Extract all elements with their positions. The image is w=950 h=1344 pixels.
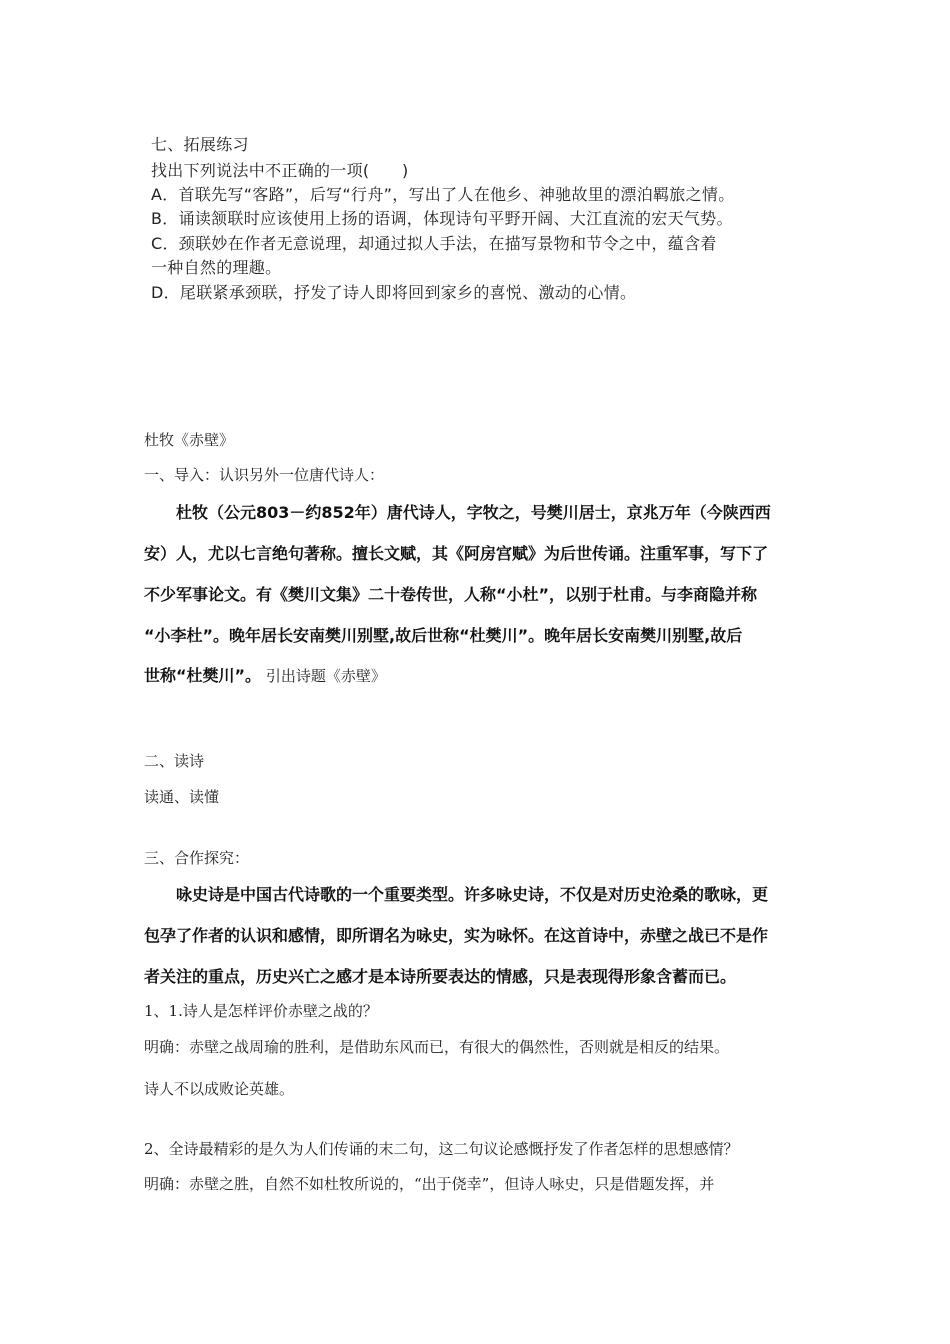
exercise-option-d: D．尾联紧承颈联，抒发了诗人即将回到家乡的喜悦、激动的心情。 bbox=[151, 283, 637, 302]
answer-1-line-1: 明确：赤壁之战周瑜的胜利，是借助东风而已，有很大的偶然性，否则就是相反的结果。 bbox=[144, 1038, 730, 1056]
intro-line-1: 杜牧（公元803－约852年）唐代诗人，字牧之，号樊川居士，京兆万年（今陕西西 bbox=[176, 503, 771, 522]
exercise-question: 找出下列说法中不正确的一项( ) bbox=[151, 161, 409, 180]
exercise-option-c-cont: 一种自然的理趣。 bbox=[151, 258, 282, 277]
question-2: 2、全诗最精彩的是久为人们传诵的末二句，这二句议论感慨抒发了作者怎样的思想感情？ bbox=[144, 1140, 739, 1158]
answer-2-line-1: 明确：赤壁之胜，自然不如杜牧所说的，“出于侥幸”，但诗人咏史，只是借题发挥，并 bbox=[144, 1175, 715, 1193]
explore-line-2: 包孕了作者的认识和感情，即所谓名为咏史，实为咏怀。在这首诗中，赤壁之战已不是作 bbox=[144, 926, 769, 945]
exercise-option-c: C．颈联妙在作者无意说理，却通过拟人手法，在描写景物和节令之中，蕴含着 bbox=[151, 234, 717, 253]
intro-last-normal: 引出诗题《赤壁》 bbox=[261, 667, 386, 685]
explore-line-1: 咏史诗是中国古代诗歌的一个重要类型。许多咏史诗，不仅是对历史沧桑的歌咏，更 bbox=[176, 885, 769, 904]
intro-line-4: “小李杜”。晚年居长安南樊川别墅,故后世称“杜樊川”。晚年居长安南樊川别墅,故后 bbox=[144, 626, 743, 645]
intro-line-3: 不少军事论文。有《樊川文集》二十卷传世，人称“小杜”，以别于杜甫。与李商隐并称 bbox=[144, 585, 758, 604]
intro-line-2: 安）人，尤以七言绝句著称。擅长文赋，其《阿房宫赋》为后世传诵。注重军事，写下了 bbox=[144, 544, 769, 563]
read-heading: 二、读诗 bbox=[144, 752, 205, 770]
intro-heading: 一、导入：认识另外一位唐代诗人： bbox=[144, 466, 385, 484]
exercise-option-b: B．诵读颔联时应该使用上扬的语调，体现诗句平野开阔、大江直流的宏天气势。 bbox=[151, 209, 733, 228]
explore-line-3: 者关注的重点，历史兴亡之感才是本诗所要表达的情感，只是表现得形象含蓄而已。 bbox=[144, 967, 737, 986]
exercise-heading: 七、拓展练习 bbox=[151, 135, 249, 154]
explore-heading: 三、合作探究： bbox=[144, 849, 250, 867]
read-text: 读通、读懂 bbox=[144, 788, 220, 806]
question-1: 1、1.诗人是怎样评价赤壁之战的？ bbox=[144, 1002, 378, 1020]
intro-line-5 bbox=[144, 663, 386, 686]
intro-last-bold: 世称“杜樊川”。 bbox=[144, 666, 262, 685]
exercise-option-a: A．首联先写“客路”，后写“行舟”，写出了人在他乡、神驰故里的漂泊羁旅之情。 bbox=[151, 185, 735, 204]
answer-1-line-2: 诗人不以成败论英雄。 bbox=[144, 1080, 295, 1098]
lesson-title: 杜牧《赤壁》 bbox=[144, 431, 235, 449]
